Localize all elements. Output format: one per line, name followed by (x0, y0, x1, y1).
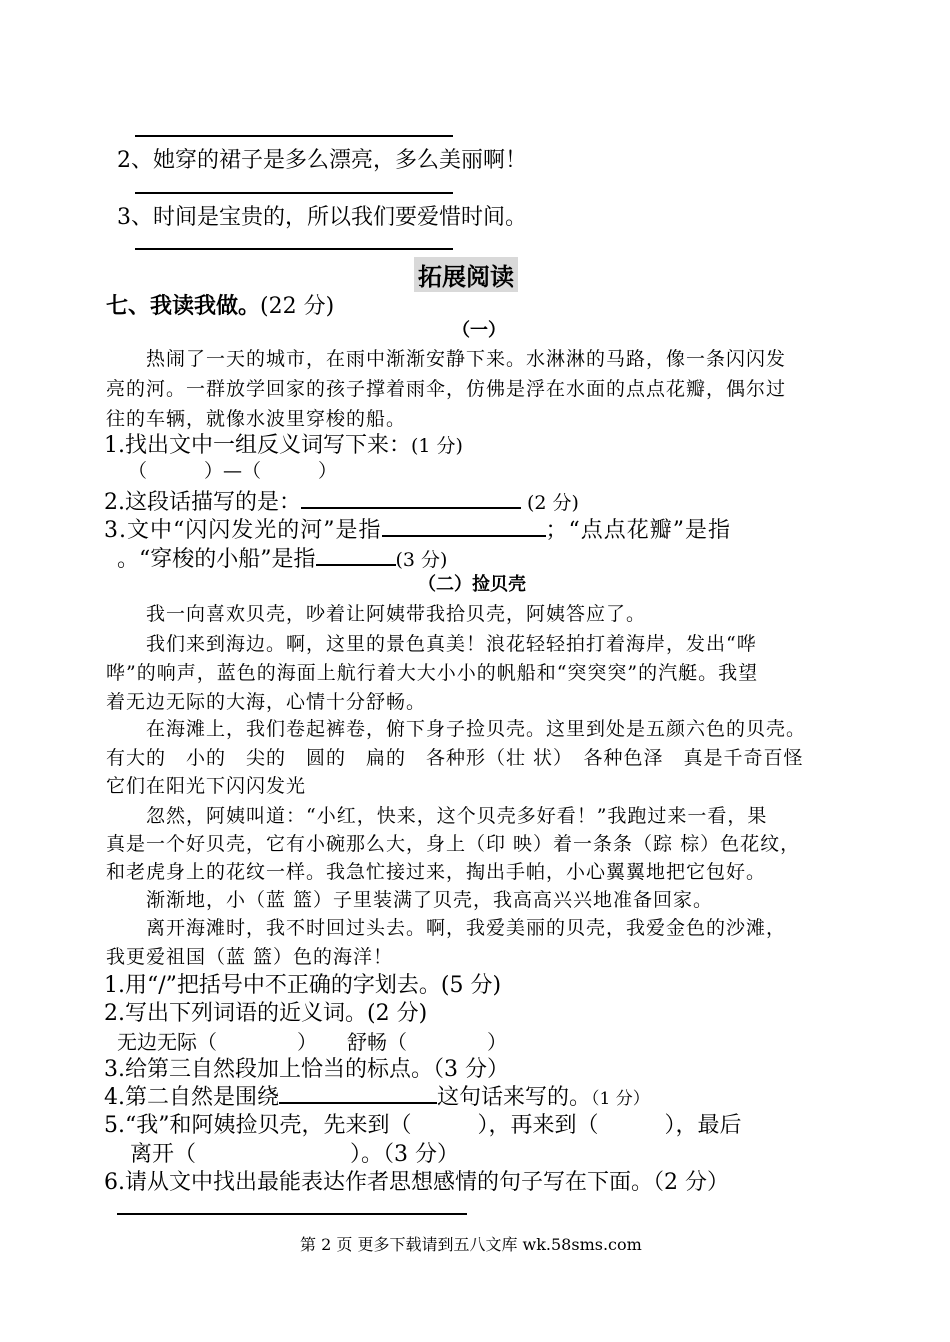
question-2 (104, 485, 579, 516)
passage-line: 有大的 小的 尖的 圆的 扁的 各种形（壮 状） 各种色泽 真是千奇百怪 (106, 747, 804, 769)
answer-line (135, 248, 453, 250)
question-text: 2.这段话描写的是： (104, 490, 301, 515)
question-1 (104, 428, 463, 459)
passage-line: 往的车辆，就像水波里穿梭的船。 (106, 408, 407, 430)
answer-line (117, 1213, 467, 1215)
passage-line: 热闹了一天的城市，在雨中渐渐安静下来。水淋淋的马路，像一条闪闪发 (146, 348, 787, 370)
question-points: （1 分） (591, 1089, 650, 1109)
question-1: 1.用“/”把括号中不正确的字划去。(5 分) (104, 973, 502, 998)
rewrite-item-3: 3、时间是宝贵的，所以我们要爱惜时间。 (117, 205, 527, 230)
passage-line: 忽然，阿姨叫道：“小红，快来，这个贝壳多好看！”我跑过来一看，果 (146, 805, 768, 827)
question-text: ；“点点花瓣”是指 (545, 518, 731, 543)
question-5: 5.“我”和阿姨捡贝壳，先来到（ ），再来到（ ），最后 (104, 1113, 742, 1138)
passage-line: 真是一个好贝壳，它有小碗那么大，身上（印 映）着一条条（踪 棕）色花纹， (106, 833, 801, 855)
question-3: 3.给第三自然段加上恰当的标点。（3 分） (104, 1057, 509, 1082)
passage-line: 离开海滩时，我不时回过头去。啊，我爱美丽的贝壳，我爱金色的沙滩， (146, 917, 787, 939)
question-3-continued (117, 542, 447, 573)
section-heading (106, 289, 334, 320)
page-footer: 第 2 页 更多下载请到五八文库 wk.58sms.com (300, 1235, 642, 1254)
answer-blank[interactable] (382, 513, 546, 537)
question-text: 1.找出文中一组反义词写下来： (104, 433, 411, 458)
question-3 (104, 513, 731, 544)
question-points: (1 分) (411, 435, 463, 457)
passage-line: 我更爱祖国（蓝 篮）色的海洋！ (106, 946, 394, 968)
answer-line (135, 135, 453, 137)
answer-blank[interactable] (279, 1080, 437, 1104)
passage-line: 哗”的响声，蓝色的海面上航行着大大小小的帆船和“突突突”的汽艇。我望 (106, 662, 759, 684)
antonym-answer-blanks[interactable]: （ ）—（ ） (128, 460, 338, 482)
question-4 (104, 1080, 650, 1111)
section-heading-points: (22 分) (260, 294, 335, 319)
passage-line: 它们在阳光下闪闪发光 (106, 775, 307, 797)
question-text: 。“穿梭的小船”是指 (117, 547, 316, 572)
question-points: (2 分) (527, 492, 579, 514)
synonym-answer-blanks[interactable]: 无边无际（ ） 舒畅（ ） (117, 1030, 507, 1054)
question-points: (3 分) (395, 549, 448, 571)
answer-blank[interactable] (316, 542, 396, 566)
passage-line: 着无边无际的大海，心情十分舒畅。 (106, 691, 427, 713)
answer-blank[interactable] (301, 485, 521, 509)
rewrite-item-2: 2、她穿的裙子是多么漂亮，多么美丽啊！ (117, 148, 527, 173)
passage-title: （一） (452, 320, 506, 341)
passage-line: 亮的河。一群放学回家的孩子撑着雨伞，仿佛是浮在水面的点点花瓣，偶尔过 (106, 378, 787, 400)
passage-line: 我一向喜欢贝壳，吵着让阿姨带我拾贝壳，阿姨答应了。 (146, 603, 647, 625)
question-6: 6.请从文中找出最能表达作者思想感情的句子写在下面。（2 分） (104, 1170, 729, 1195)
passage-line: 和老虎身上的花纹一样。我急忙接过来，掏出手帕，小心翼翼地把它包好。 (106, 861, 767, 883)
passage-line: 渐渐地，小（蓝 篮）子里装满了贝壳，我高高兴兴地准备回家。 (146, 889, 714, 911)
question-2: 2.写出下列词语的近义词。(2 分) (104, 1001, 428, 1026)
question-text: 4.第二自然是围绕 (104, 1085, 279, 1110)
question-5-continued: 离开（ ）。（3 分） (130, 1142, 459, 1167)
passage-line: 我们来到海边。啊，这里的景色真美！浪花轻轻拍打着海岸，发出“哗 (146, 633, 757, 655)
section-heading-label: 七、我读我做。 (106, 294, 261, 319)
passage-title: （二）捡贝壳 (418, 574, 526, 595)
answer-line (135, 192, 453, 194)
section-banner: 拓展阅读 (414, 257, 518, 292)
passage-line: 在海滩上，我们卷起裤卷，俯下身子捡贝壳。这里到处是五颜六色的贝壳。 (146, 718, 807, 740)
question-text: 3.文中“闪闪发光的河”是指 (104, 518, 382, 543)
question-text: 这句话来写的。 (437, 1085, 592, 1110)
